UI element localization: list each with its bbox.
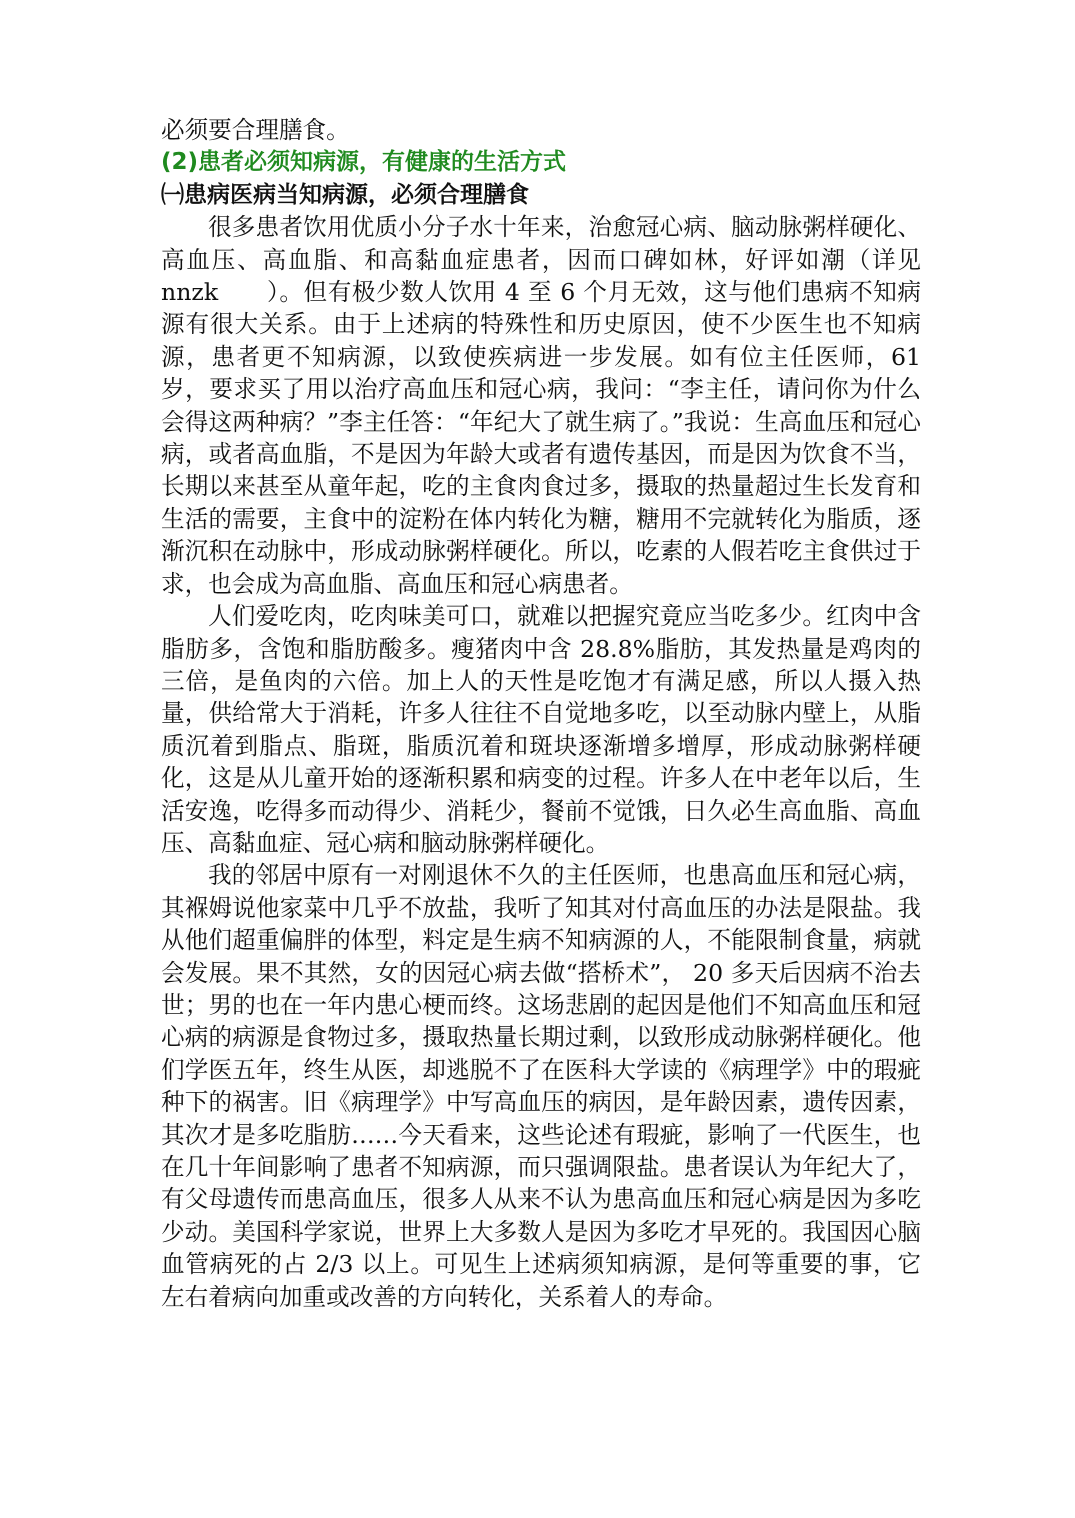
subsection-heading: ㈠患病医病当知病源，必须合理膳食: [161, 181, 529, 208]
body-paragraph-1: 很多患者饮用优质小分子水十年来，治愈冠心病、脑动脉粥样硬化、高血压、高血脂、和高黏血症患者，因而口碑如林，好评如潮（详见 nnzk ）。但有极少数人饮用 4 至 6 个月无效，这与他们患病不知病源有很大关系。由于上述病的特殊性和历史原因，使不少医生也不知病源，患者更不知病源，以致使疾病进一步发展。如有位主任医师，61 岁，要求买了用以治疗高血压和冠心病，我问：“李主任，请问你为什么会得这两种病？”李主任答：“年纪大了就生病了。”我说：生高血压和冠心病，或者高血脂，不是因为年龄大或者有遗传基因，而是因为饮食不当，长期以来甚至从童年起，吃的主食肉食过多，摄取的热量超过生长发育和生活的需要，主食中的淀粉在体内转化为糖，糖用不完就转化为脂质，逐渐沉积在动脉中，形成动脉粥样硬化。所以，吃素的人假若吃主食供过于求，也会成为高血脂、高血压和冠心病患者。: [161, 213, 969, 598]
body-paragraph-3: 我的邻居中原有一对刚退休不久的主任医师，也患高血压和冠心病，其褓姆说他家菜中几乎不放盐，我听了知其对付高血压的办法是限盐。我从他们超重偏胖的体型，料定是生病不知病源的人，不能限制食量，病就会发展。果不其然，女的因冠心病去做“搭桥术”， 20 多天后因病不治去世；男的也在一年内患心梗而终。这场悲剧的起因是他们不知高血压和冠心病的病源是食物过多，摄取热量长期过剩，以致形成动脉粥样硬化。他们学医五年，终生从医，却逃脱不了在医科大学读的《病理学》中的瑕疵种下的祸害。旧《病理学》中写高血压的病因，是年龄因素，遗传因素，其次才是多吃脂肪……今天看来，这些论述有瑕疵，影响了一代医生，也在几十年间影响了患者不知病源，而只强调限盐。患者误认为年纪大了，有父母遗传而患高血压，很多人从来不认为患高血压和冠心病是因为多吃少动。美国科学家说，世界上大多数人是因为多吃才早死的。我国因心脑血管病死的占 2/3 以上。可见生上述病须知病源，是何等重要的事，它左右着病向加重或改善的方向转化，关系着人的寿命。: [161, 861, 921, 1311]
section-heading: (2)患者必须知病源，有健康的生活方式: [161, 149, 567, 176]
document-page: [161, 114, 969, 1313]
body-paragraph-2: 人们爱吃肉，吃肉味美可口，就难以把握究竟应当吃多少。红肉中含脂肪多，含饱和脂肪酸多。瘦猪肉中含 28.8%脂肪，其发热量是鸡肉的三倍，是鱼肉的六倍。加上人的天性是吃饱才有满足感，所以人摄入热量，供给常大于消耗，许多人往往不自觉地多吃，以至动脉内壁上，从脂质沉着到脂点、脂斑，脂质沉着和斑块逐渐增多增厚，形成动脉粥样硬化，这是从儿童开始的逐渐积累和病变的过程。许多人在中老年以后，生活安逸，吃得多而动得少、消耗少，餐前不觉饿，日久必生高血脂、高血压、高黏血症、冠心病和脑动脉粥样硬化。: [161, 602, 921, 857]
lead-line: 必须要合理膳食。: [161, 116, 350, 144]
